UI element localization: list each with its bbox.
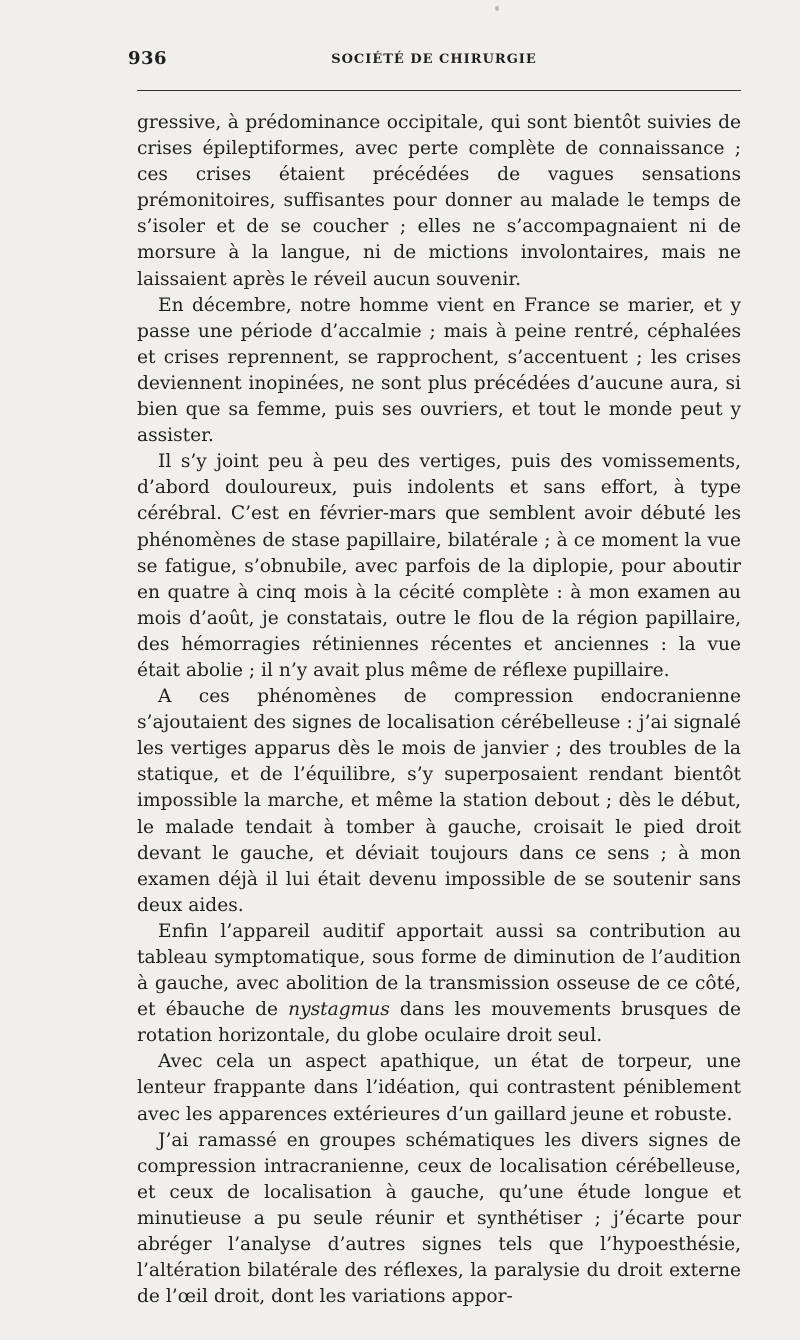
paragraph: Avec cela un aspect apathique, un état de torpeur, une lenteur frappante dans l’idéation, qui contrastent péniblement avec les apparences extérieures d’un gaillard jeune et robuste. [137,1051,741,1125]
paragraph-text: dans les mouvements brusques de rotation horizontale, du globe oculaire droit seul. [137,999,741,1047]
page-header [128,44,740,74]
body-text [137,110,741,1310]
italic-term: nystagmus [288,999,390,1021]
paragraph-text: Enfin l’appareil auditif apportait aussi sa contribution au tableau symptomatique, sous forme de diminution de l’audition à gauche, avec abolition de la transmission osseuse de ce côté, et ébauche de [137,920,741,1021]
paragraph: J’ai ramassé en groupes schématiques les divers signes de compression intracranienne, ceux de localisation cérébelleuse, et ceux de localisation à gauche, qu’une étude longue et minutieuse a pu seule réunir et synthétiser ; j’écarte pour abréger l’analyse d’autres signes tels que l’hypoesthésie, l’altération bilatérale des réflexes, la paralysie du droit externe de l’œil droit, dont les variations appor- [137,1129,741,1308]
page-number: 936 [128,48,168,69]
paragraph: En décembre, notre homme vient en France se marier, et y passe une période d’accalmie ; mais à peine rentré, céphalées et crises reprennent, se rapprochent, s’accentuent ; les crises deviennent inopinées, ne sont plus précédées d’aucune aura, si bien que sa femme, puis ses ouvriers, et tout le monde peut y assister. [137,294,741,447]
header-rule [137,90,741,91]
paper-speck [495,6,499,11]
running-head: SOCIÉTÉ DE CHIRURGIE [331,52,537,67]
paragraph-auditory [137,919,741,1049]
paragraph: A ces phénomènes de compression endocranienne s’ajoutaient des signes de localisation cérébelleuse : j’ai signalé les vertiges apparus dès le mois de janvier ; des troubles de la statique, et de l’équilibre, s’y superposaient rendant bientôt impossible la marche, et même la station debout ; dès le début, le malade tendait à tomber à gauche, croisait le pied droit devant le gauche, et déviait toujours dans ce sens ; à mon examen déjà il lui était devenu impossible de se soutenir sans deux aides. [137,686,741,916]
paragraph-continued: gressive, à prédominance occipitale, qui sont bientôt suivies de crises épileptiformes, avec perte complète de connaissance ; ces crises étaient précédées de vagues sensations prémonitoires, suffisantes pour donner au malade le temps de s’isoler et de se coucher ; elles ne s’accompagnaient ni de morsure à la langue, ni de mictions involontaires, mais ne laissaient après le réveil aucun souvenir. [137,112,741,290]
paragraph: Il s’y joint peu à peu des vertiges, puis des vomissements, d’abord douloureux, puis indolents et sans effort, à type cérébral. C’est en février-mars que semblent avoir débuté les phénomènes de stase papillaire, bilatérale ; à ce moment la vue se fatigue, s’obnubile, avec parfois de la diplopie, pour aboutir en quatre à cinq mois à la cécité complète : à mon examen au mois d’août, je constatais, outre le flou de la région papillaire, des hémorragies rétiniennes récentes et anciennes : la vue était abolie ; il n’y avait plus même de réflexe pupillaire. [137,451,741,681]
